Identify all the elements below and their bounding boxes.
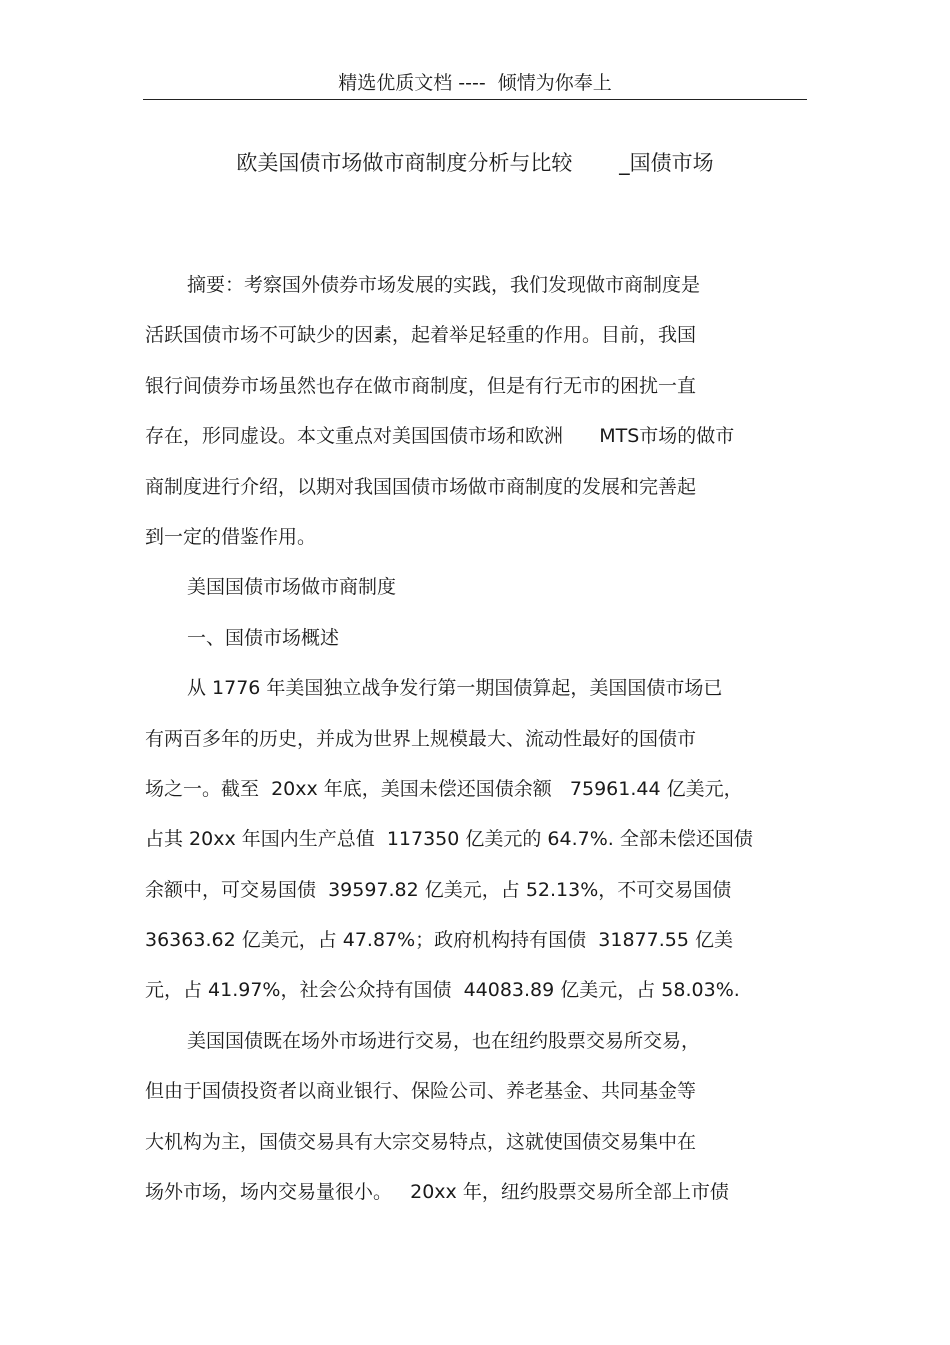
text-line: 银行间债券市场虽然也存在做市商制度，但是有行无市的困扰一直: [145, 374, 697, 397]
text-line: 元，占 41.97%，社会公众持有国债 44083.89 亿美元，占 58.03%.: [145, 979, 740, 1002]
text-line: 但由于国债投资者以商业银行、保险公司、养老基金、共同基金等: [145, 1080, 697, 1103]
text-line: 从 1776 年美国独立战争发行第一期国债算起，美国国债市场已: [187, 677, 723, 700]
text-line: 场之一。截至 20xx 年底，美国未偿还国债余额 75961.44 亿美元，: [145, 777, 743, 800]
text-line: 存在，形同虚设。本文重点对美国国债市场和欧洲 MTS市场的做市: [145, 425, 735, 448]
text-line: 活跃国债市场不可缺少的因素，起着举足轻重的作用。目前，我国: [145, 324, 697, 347]
text-line: 美国国债既在场外市场进行交易，也在纽约股票交易所交易，: [187, 1029, 701, 1052]
text-line: 36363.62 亿美元，占 47.87%；政府机构持有国债 31877.55 亿美: [145, 929, 733, 952]
page-header: 精选优质文档 ---- 倾情为你奉上: [338, 72, 612, 94]
text-line: 余额中，可交易国债 39597.82 亿美元，占 52.13%，不可交易国债: [145, 878, 732, 901]
text-line: 到一定的借鉴作用。: [145, 525, 317, 548]
document-title: 欧美国债市场做市商制度分析与比较 _国债市场: [236, 151, 714, 175]
text-line: 一、国债市场概述: [187, 626, 340, 649]
document-body: [145, 268, 805, 1225]
text-line: 美国国债市场做市商制度: [187, 576, 397, 599]
text-line: 场外市场，场内交易量很小。 20xx 年，纽约股票交易所全部上市债: [145, 1181, 729, 1204]
text-line: 大机构为主，国债交易具有大宗交易特点，这就使国债交易集中在: [145, 1130, 697, 1153]
text-line: 摘要：考察国外债券市场发展的实践，我们发现做市商制度是: [187, 274, 701, 296]
text-line: 有两百多年的历史，并成为世界上规模最大、流动性最好的国债市: [145, 727, 697, 750]
text-line: 商制度进行介绍，以期对我国国债市场做市商制度的发展和完善起: [145, 475, 697, 498]
header-divider: [143, 99, 807, 100]
text-line: 占其 20xx 年国内生产总值 117350 亿美元的 64.7%. 全部未偿还国债: [145, 828, 753, 851]
